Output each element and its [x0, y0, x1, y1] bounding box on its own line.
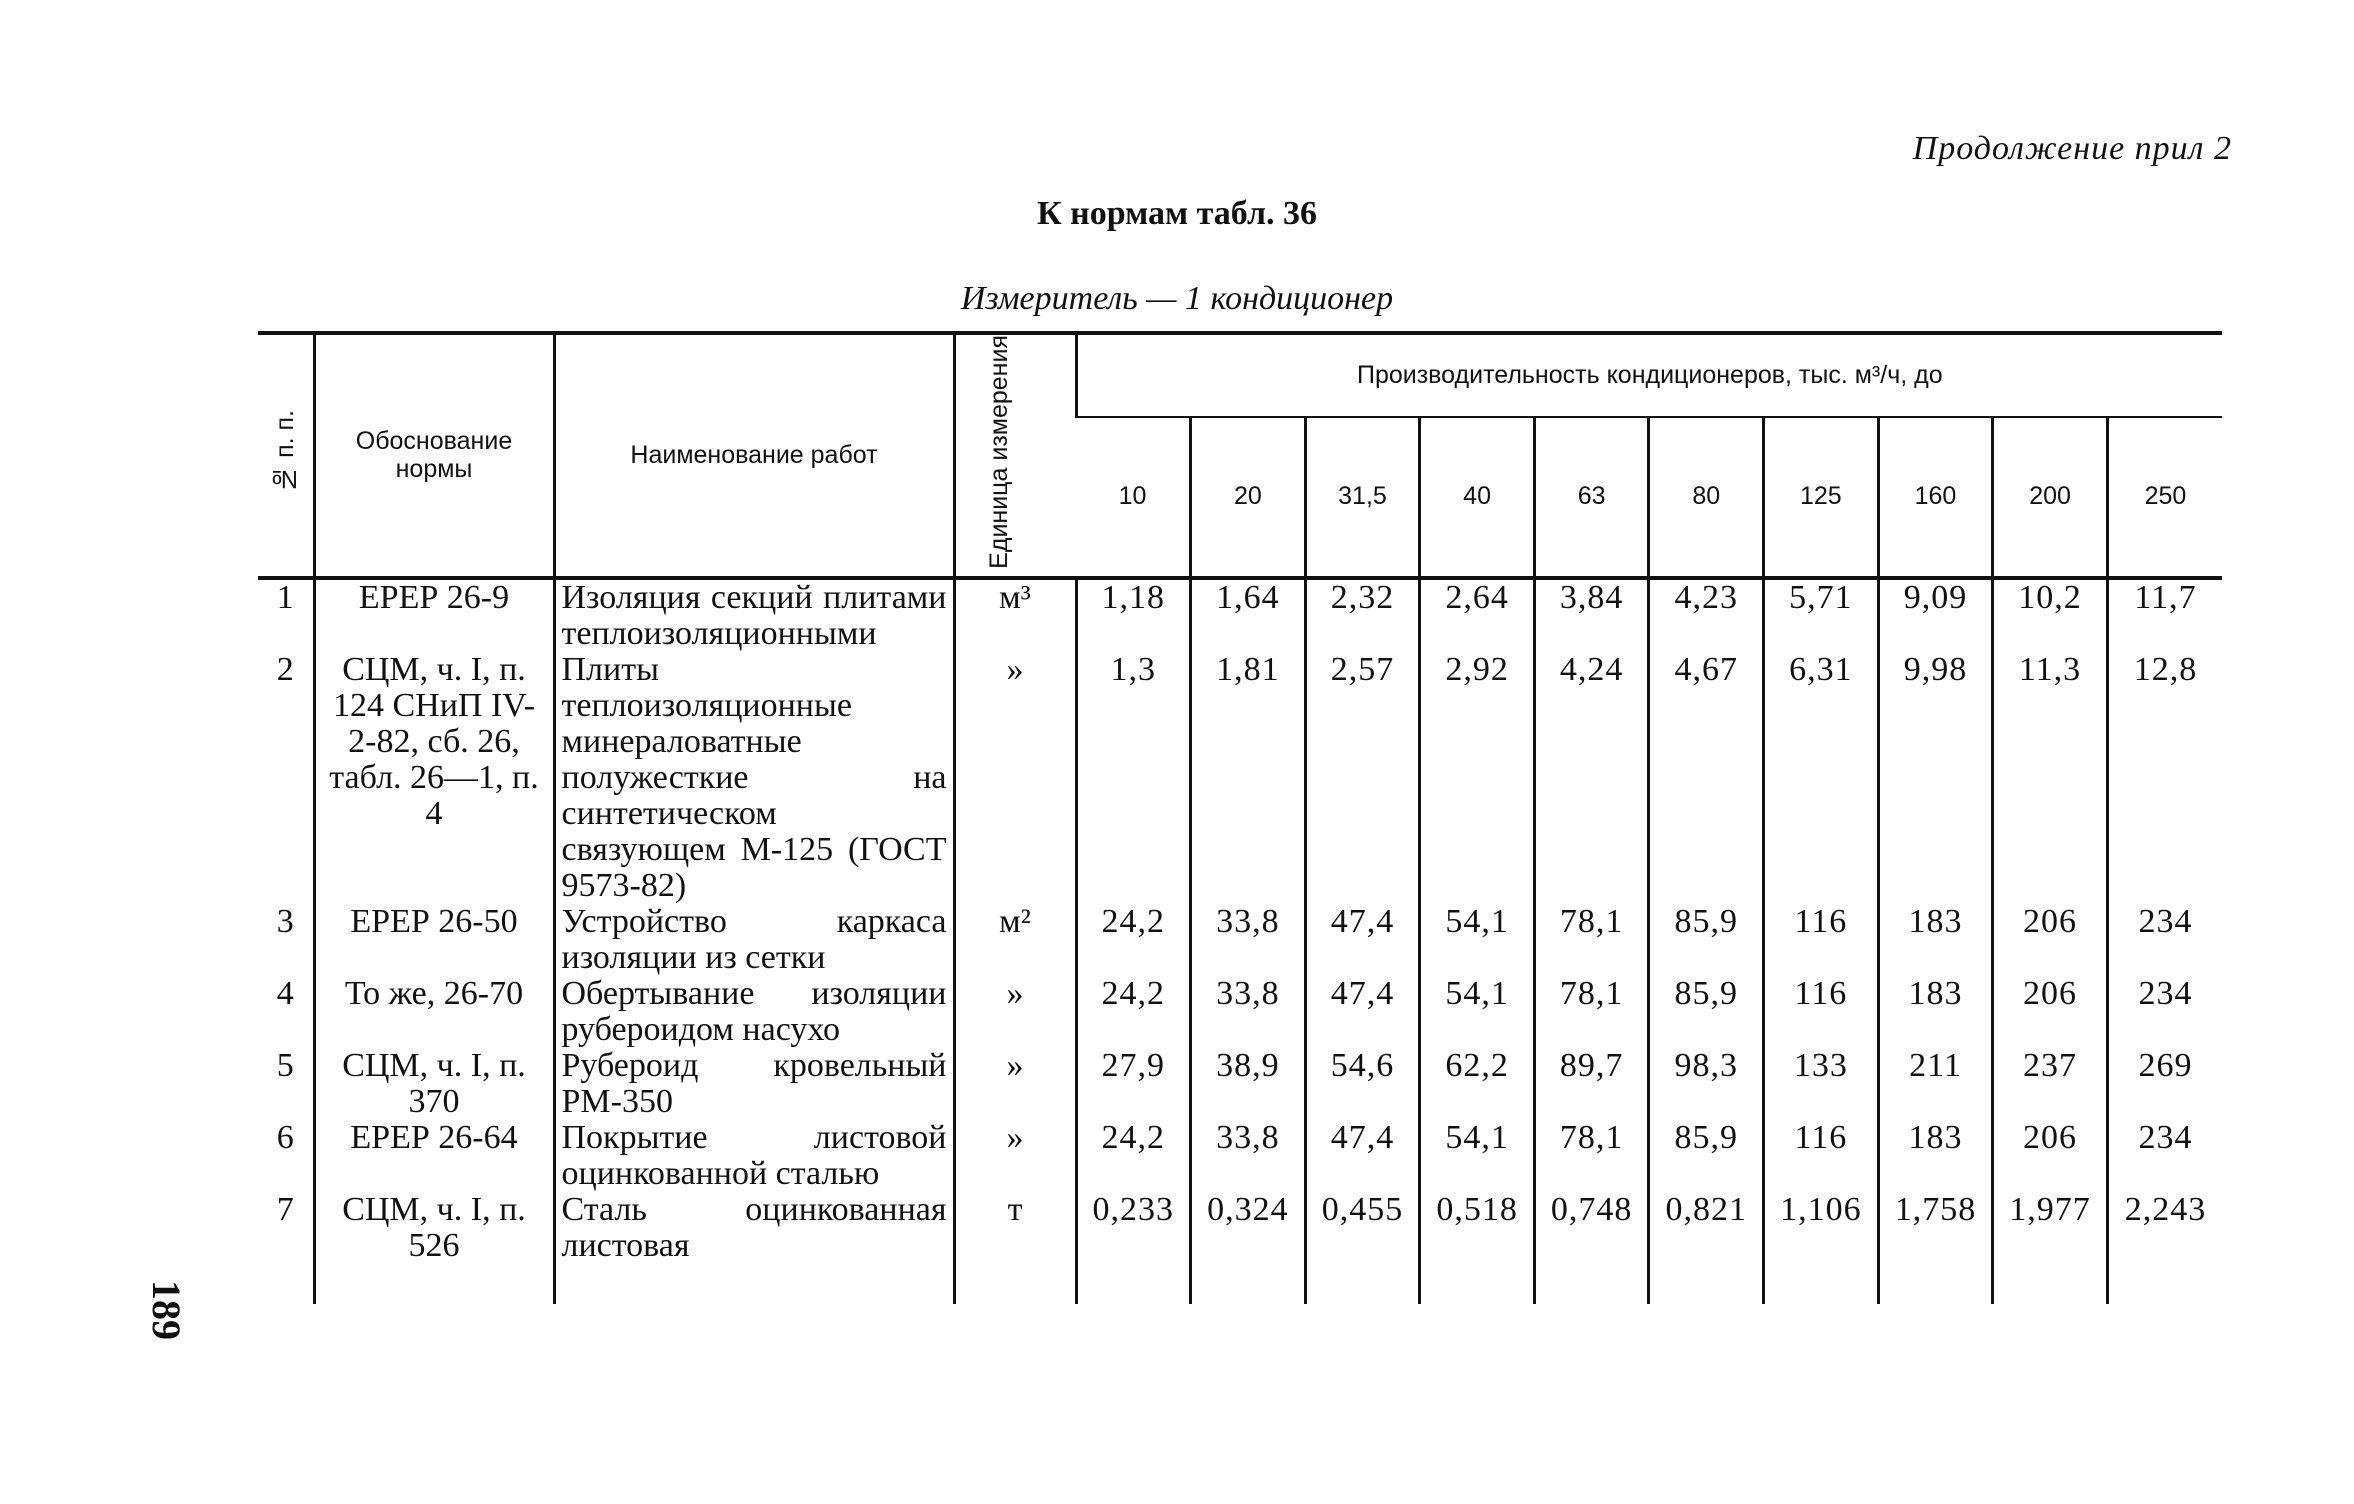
capacity-value: 24,2	[1076, 1120, 1191, 1192]
capacity-value: 183	[1878, 1120, 1993, 1192]
capacity-value: 6,31	[1764, 652, 1879, 904]
table-row	[258, 1120, 2222, 1192]
empty-cell	[1191, 1264, 1306, 1304]
table-row	[258, 904, 2222, 976]
capacity-value: 234	[2107, 976, 2222, 1048]
empty-cell	[954, 1264, 1076, 1304]
capacity-value: 54,1	[1420, 904, 1535, 976]
empty-cell	[1649, 1264, 1764, 1304]
capacity-value: 133	[1764, 1048, 1879, 1120]
capacity-value: 98,3	[1649, 1048, 1764, 1120]
unit-of-measure: »	[954, 652, 1076, 904]
capacity-value: 33,8	[1191, 1120, 1306, 1192]
norm-basis: ЕРЕР 26-50	[314, 904, 554, 976]
work-name: Сталь оцинкованная листовая	[554, 1192, 954, 1264]
table-row	[258, 1048, 2222, 1120]
capacity-value: 9,09	[1878, 578, 1993, 652]
continuation-note: Продолжение прил 2	[1912, 130, 2232, 167]
capacity-value: 1,106	[1764, 1192, 1879, 1264]
row-number: 2	[276, 650, 294, 688]
capacity-value: 62,2	[1420, 1048, 1535, 1120]
capacity-value: 24,2	[1076, 976, 1191, 1048]
col-header-capacity: 160	[1878, 417, 1993, 578]
capacity-value: 0,324	[1191, 1192, 1306, 1264]
row-number: 4	[276, 974, 294, 1012]
empty-cell	[554, 1264, 954, 1304]
capacity-value: 78,1	[1534, 976, 1649, 1048]
table-row	[258, 976, 2222, 1048]
unit-of-measure: »	[954, 1048, 1076, 1120]
capacity-value: 234	[2107, 1120, 2222, 1192]
norm-basis: То же, 26-70	[314, 976, 554, 1048]
capacity-value: 0,455	[1305, 1192, 1420, 1264]
capacity-value: 78,1	[1534, 904, 1649, 976]
table-row	[258, 1192, 2222, 1264]
capacity-value: 4,24	[1534, 652, 1649, 904]
col-header-unit	[954, 333, 1076, 578]
capacity-value: 47,4	[1305, 976, 1420, 1048]
norm-basis: СЦМ, ч. I, п. 526	[314, 1192, 554, 1264]
row-number: 6	[276, 1118, 294, 1156]
capacity-value: 54,1	[1420, 976, 1535, 1048]
col-header-capacity: 80	[1649, 417, 1764, 578]
work-name: Плиты теплоизоляционные минераловатные полужесткие на синтетическом связующем М-125 (ГОСТ 9573-82)	[554, 652, 954, 904]
capacity-value: 116	[1764, 976, 1879, 1048]
capacity-value: 89,7	[1534, 1048, 1649, 1120]
capacity-value: 1,81	[1191, 652, 1306, 904]
row-number: 7	[276, 1190, 294, 1228]
capacity-value: 1,3	[1076, 652, 1191, 904]
empty-cell	[1076, 1264, 1191, 1304]
page-number: 189	[144, 1280, 189, 1340]
capacity-value: 33,8	[1191, 904, 1306, 976]
work-name: Устройство каркаса изоляции из сетки	[554, 904, 954, 976]
capacity-value: 54,6	[1305, 1048, 1420, 1120]
norm-basis: ЕРЕР 26-64	[314, 1120, 554, 1192]
unit-of-measure: »	[954, 976, 1076, 1048]
norm-basis: СЦМ, ч. I, п. 370	[314, 1048, 554, 1120]
capacity-value: 183	[1878, 976, 1993, 1048]
work-name: Покрытие листовой оцинкованной сталью	[554, 1120, 954, 1192]
capacity-value: 1,977	[1993, 1192, 2108, 1264]
capacity-value: 0,233	[1076, 1192, 1191, 1264]
capacity-value: 85,9	[1649, 904, 1764, 976]
capacity-value: 47,4	[1305, 1120, 1420, 1192]
work-name: Изоляция секций плитами теплоизоляционными	[554, 578, 954, 652]
col-header-capacity: 40	[1420, 417, 1535, 578]
col-header-capacity-group: Производительность кондиционеров, тыс. м³/ч, до	[1076, 333, 2222, 417]
work-name: Обертывание изоляции рубероидом насухо	[554, 976, 954, 1048]
capacity-value: 11,7	[2107, 578, 2222, 652]
capacity-value: 4,67	[1649, 652, 1764, 904]
capacity-value: 116	[1764, 1120, 1879, 1192]
capacity-value: 206	[1993, 1120, 2108, 1192]
capacity-value: 2,64	[1420, 578, 1535, 652]
row-number: 5	[276, 1046, 294, 1084]
capacity-value: 0,821	[1649, 1192, 1764, 1264]
capacity-value: 206	[1993, 976, 2108, 1048]
row-number: 1	[276, 578, 294, 616]
capacity-value: 3,84	[1534, 578, 1649, 652]
col-header-num-label: № п. п.	[270, 410, 299, 494]
capacity-value: 116	[1764, 904, 1879, 976]
empty-cell	[1764, 1264, 1879, 1304]
col-header-capacity: 200	[1993, 417, 2108, 578]
capacity-value: 10,2	[1993, 578, 2108, 652]
capacity-value: 237	[1993, 1048, 2108, 1120]
capacity-value: 11,3	[1993, 652, 2108, 904]
norms-table-body	[258, 578, 2222, 1304]
capacity-value: 85,9	[1649, 976, 1764, 1048]
col-header-capacity: 250	[2107, 417, 2222, 578]
capacity-value: 2,243	[2107, 1192, 2222, 1264]
empty-cell	[1420, 1264, 1535, 1304]
capacity-value: 85,9	[1649, 1120, 1764, 1192]
unit-of-measure: »	[954, 1120, 1076, 1192]
empty-cell	[258, 1264, 314, 1304]
col-header-capacity: 63	[1534, 417, 1649, 578]
capacity-value: 2,92	[1420, 652, 1535, 904]
col-header-capacity: 10	[1076, 417, 1191, 578]
capacity-value: 0,518	[1420, 1192, 1535, 1264]
table-row	[258, 578, 2222, 652]
capacity-value: 78,1	[1534, 1120, 1649, 1192]
capacity-value: 33,8	[1191, 976, 1306, 1048]
norm-basis: СЦМ, ч. I, п. 124 СНиП IV-2-82, сб. 26, табл. 26—1, п. 4	[314, 652, 554, 904]
capacity-value: 27,9	[1076, 1048, 1191, 1120]
capacity-value: 234	[2107, 904, 2222, 976]
unit-of-measure: т	[954, 1192, 1076, 1264]
col-header-unit-label: Единица измерения	[985, 335, 1013, 569]
capacity-value: 47,4	[1305, 904, 1420, 976]
unit-of-measure: м²	[954, 904, 1076, 976]
norm-basis: ЕРЕР 26-9	[314, 578, 554, 652]
col-header-basis-label: Обоснование нормы	[355, 426, 513, 484]
unit-caption: Измеритель — 1 кондиционер	[960, 280, 1394, 317]
capacity-value: 1,64	[1191, 578, 1306, 652]
empty-cell	[1534, 1264, 1649, 1304]
col-header-num	[258, 333, 314, 578]
table-filler-row	[258, 1264, 2222, 1304]
capacity-value: 9,98	[1878, 652, 1993, 904]
col-header-work-label: Наименование работ	[630, 440, 878, 469]
capacity-value: 2,32	[1305, 578, 1420, 652]
empty-cell	[1878, 1264, 1993, 1304]
col-header-basis	[314, 333, 554, 578]
col-header-work	[554, 333, 954, 578]
capacity-value: 38,9	[1191, 1048, 1306, 1120]
unit-of-measure: м³	[954, 578, 1076, 652]
capacity-value: 0,748	[1534, 1192, 1649, 1264]
col-header-capacity: 31,5	[1305, 417, 1420, 578]
table-row	[258, 652, 2222, 904]
empty-cell	[1993, 1264, 2108, 1304]
capacity-value: 183	[1878, 904, 1993, 976]
capacity-value: 211	[1878, 1048, 1993, 1120]
capacity-value: 269	[2107, 1048, 2222, 1120]
capacity-value: 12,8	[2107, 652, 2222, 904]
capacity-value: 2,57	[1305, 652, 1420, 904]
capacity-value: 54,1	[1420, 1120, 1535, 1192]
capacity-value: 4,23	[1649, 578, 1764, 652]
col-header-capacity: 125	[1764, 417, 1879, 578]
empty-cell	[2107, 1264, 2222, 1304]
capacity-value: 5,71	[1764, 578, 1879, 652]
norms-table	[258, 331, 2222, 1304]
col-header-capacity: 20	[1191, 417, 1306, 578]
table-heading: К нормам табл. 36	[1036, 195, 1318, 232]
empty-cell	[314, 1264, 554, 1304]
work-name: Рубероид кровельный РМ-350	[554, 1048, 954, 1120]
capacity-value: 1,758	[1878, 1192, 1993, 1264]
capacity-value: 24,2	[1076, 904, 1191, 976]
capacity-value: 206	[1993, 904, 2108, 976]
empty-cell	[1305, 1264, 1420, 1304]
capacity-value: 1,18	[1076, 578, 1191, 652]
row-number: 3	[276, 902, 294, 940]
